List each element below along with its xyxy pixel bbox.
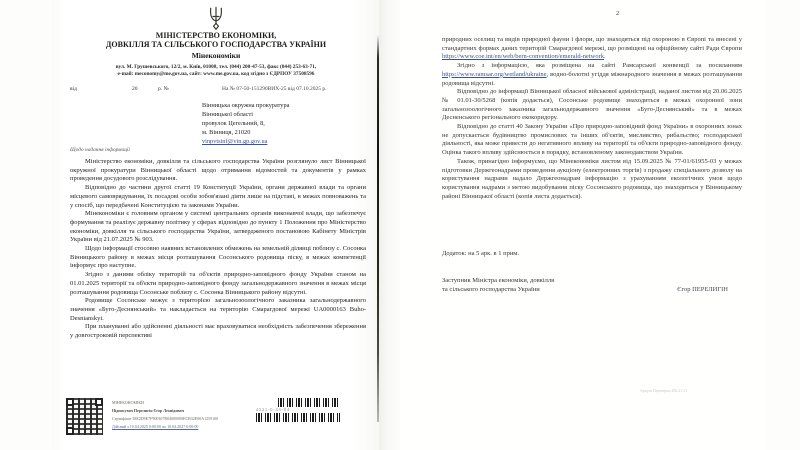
ministry-title-line1: МІНІСТЕРСТВО ЕКОНОМІКИ, [155, 31, 277, 40]
paragraph [442, 36, 742, 62]
contact-line1: вул. М. Грушевського, 12/2, м. Київ, 01008, тел. (044) 200-47-53, факс (044) 253-63-71, [115, 64, 317, 70]
signature-stamp-text [112, 399, 272, 431]
ministry-short-name: Мінекономіки [191, 51, 241, 60]
paragraph-text: природних оселищ та видів природної фауни і флори, що знаходяться під охороною в Європі та внесені у стандартних формах даних територій Смарагдової мережі, що розміщені на офіційному сайті Ради Європи [442, 36, 742, 52]
paragraph: Міністерство економіки, довкілля та сільського господарства України розглянуло лист Вінницької окружної прокуратури Вінницької області щодо отримання відомостей та документів у рамках проведення досудового розслідування. [70, 158, 366, 183]
stamp-validity: Дійсний з 10.04.2025 0:00:00 по 10.04.2027 0:00:00 [112, 424, 199, 429]
page-number: 2 [616, 10, 620, 17]
ministry-contact-block [62, 64, 370, 78]
addressee-line: Вінницької області [202, 111, 253, 118]
paragraph: Мінекономіки є головним органом у системі центральних органів виконавчої влади, що забезпечує формування та реалізує державну політику у сферах відповідно до пункту 1 Положення про Міністерство економіки, довкілля та сільського господарства України, затвердженого постановою Кабінету Міністрів України від 21.07.2025 № 903. [70, 210, 366, 244]
barcode [256, 398, 340, 422]
paragraph: Відповідно до статті 40 Закону України «Про природно-заповідний фонд України» в охоронних зонах не допускається будівництво промислових та інших об'єктів, мисливство, рибальство; господарської діяльності, яка може привести до негативного впливу на території та об'єкти природно-заповідного фонду. Оцінка такого впливу здійснюється в порядку, встановленому законодавством України. [442, 123, 742, 157]
signature-block [442, 276, 742, 294]
paragraph-text: . [604, 53, 606, 61]
stamp-signer: Підписувач Перелигін Єгор Леонідович [112, 408, 184, 413]
paragraph-text: , водно-болотні угіддя міжнародного значення в межах розташування родовища відсутні. [442, 70, 742, 87]
barcode-bars-bottom [256, 413, 340, 422]
ref-incoming-number: На № 07-50-151290ВИХ-25 від 07.10.2025 р. [222, 86, 327, 92]
paragraph-text: Згідно з інформацією, яка розміщена на сайті Рамсарської конвенції за посиланням [457, 62, 742, 70]
stamp-org: МІНЕКОНОМІКИ [112, 400, 144, 405]
paragraph: Відповідно до інформації Вінницької обласної військової адміністрації, наданої листом від 20.06.2025 № 01.01-30/5268 (копія додається), Сосонське родовище знаходиться в межах охоронної зони загальнозоологічного заказника загальнодержавного значення «Буго-Деснянський» та в межах Десненського регіонального екокоридору. [442, 88, 742, 122]
ministry-title [62, 31, 370, 49]
barcode-bars-top [278, 398, 340, 407]
page2-footer-note: Аркуш Перевірки 206.21.21 [640, 388, 688, 393]
addressee-block [202, 101, 370, 146]
signer-title-line1: Заступник Міністра економіки, довкілля [442, 277, 555, 284]
subject-line: Щодо надання інформації [70, 147, 130, 153]
ref-number-label: р. № [158, 86, 169, 92]
qr-code-icon [66, 398, 103, 435]
addressee-line: м. Вінниця, 21020 [202, 129, 251, 136]
addressee-email-link[interactable]: vinpvtsinf@vin.gp.gov.ua [202, 138, 268, 145]
addressee-line: Вінницька окружна прокуратура [202, 102, 290, 109]
paragraph: При плануванні або здійсненні діяльності має враховуватися необхідність забезпечення збереження у довгостроковій перспективі [70, 323, 366, 340]
paragraph: Згідно з даними обліку територій та об'єктів природно-заповідного фонду України станом на 01.01.2025 території та об'єкти природно-заповідного фонду загальнодержавного значення в межах місця розташування родовища Сосонське поблизу с. Сосонка Вінницького району відсутні. [70, 271, 366, 296]
paragraph: Щодо інформації стосовно наявних встановлених обмежень на земельній ділянці поблизу с. Сосонка Вінницького району в межах місця розташування Сосонського родовища піску, в межах компетенції інформує про наступне. [70, 245, 366, 270]
signer-name: Єгор ПЕРЕЛИГІН [677, 286, 728, 293]
page-gap-shadow [379, 0, 400, 450]
letter-body-page2 [442, 36, 742, 201]
book-spine-line [377, 34, 379, 422]
scan-page-2 [400, 0, 766, 450]
stamp-certificate: Сертифікат 58E2D9E7F900307B04000000ECB32E00A1259100 [112, 416, 219, 421]
contact-line2: e-mail: meconomy@me.gov.ua, сайт: www.me.gov.ua, код згідно з ЄДРПОУ 37508596 [117, 71, 315, 77]
scan-page-1 [52, 0, 380, 450]
signer-title-line2: та сільського господарства України [442, 286, 540, 293]
ramsar-wetland-link[interactable]: https://www.ramsar.org/wetland/ukraine [442, 70, 547, 78]
digital-signature-stamp [64, 396, 372, 442]
attachment-note: Додаток: на 5 арк. в 1 прим. [442, 250, 520, 257]
coe-emerald-network-link[interactable]: https://www.coe.int/en/web/bern-convention/emerald-network [442, 53, 605, 61]
ref-from-label: від [70, 86, 77, 92]
letter-body-page1 [70, 158, 366, 341]
paragraph [442, 62, 742, 88]
barcode-number: 4221-0-43-04 [256, 407, 290, 412]
paragraph: Також, принагідно інформуємо, що Мінекономіки листом від 15.09.2025 № 77-01/61955-03 у межах підготовки Держгеонадрами проведення аукціону (електронних торгів) з продажу спеціального дозволу на користування надрами надало Держгеонадрам інформацію з урахуванням екологічних умов щодо користування надрами з метою видобування піску Сосонського родовища, що знаходиться у Вінницькому районі Вінницької області (копія листа додається). [442, 157, 742, 200]
ministry-title-line2: ДОВКІЛЛЯ ТА СІЛЬСЬКОГО ГОСПОДАРСТВА УКРАЇНИ [105, 40, 327, 49]
paragraph: Родовище Сосонське межує з територією загальнозоологічного заказника загальнодержавного значення «Буго-Деснянський» та накладається на територію Смарагдової мережі UA0000163 Buho-Desnianskyi. [70, 297, 366, 322]
addressee-line: провулок Цегельний, 8, [202, 120, 265, 127]
ref-year-label: 20 [132, 86, 138, 92]
paragraph: Відповідно до частини другої статті 19 Конституції України, органи державної влади та органи місцевого самоврядування, їх посадові особи зобов'язані діяти лише на підставі, в межах повноважень та у спосіб, що передбачені Конституцією та законами України. [70, 184, 366, 209]
